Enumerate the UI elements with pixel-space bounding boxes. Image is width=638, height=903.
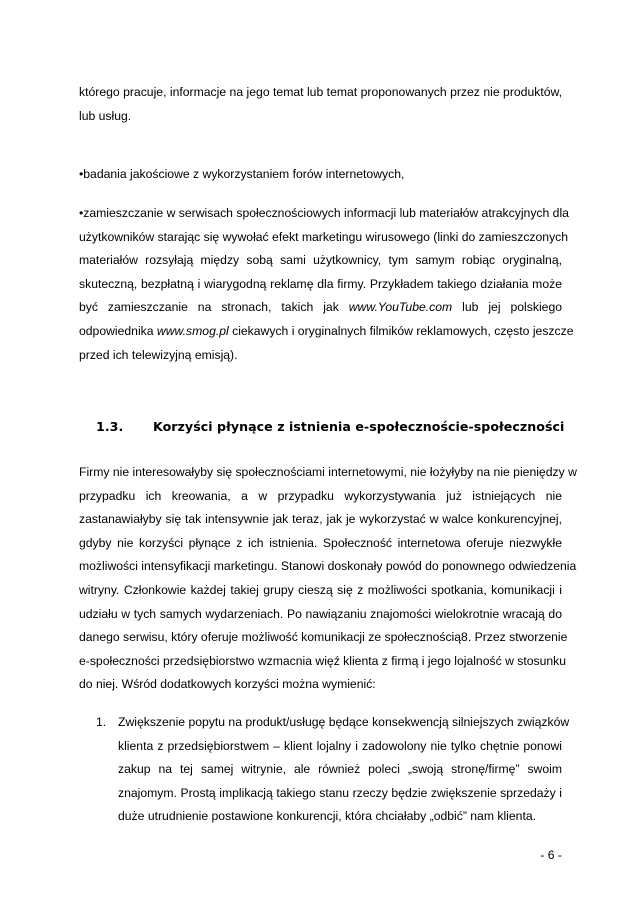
paragraph-benefits [79, 461, 577, 697]
text-line: klienta z przedsiębiorstwem – klient lojalny i zadowolony nie tylko chętnie ponowi [118, 738, 562, 753]
section-heading [96, 419, 566, 434]
text-line: witryny. Członkowie każdej takiej grupy cieszą się z możliwości spotkania, komunikacji i [79, 582, 562, 597]
bullet-item-social-media [79, 202, 574, 367]
paragraph-intro [79, 81, 562, 128]
text-line: udziału w tych samych wydarzeniach. Po nawiązaniu znajomości wielokrotnie wracają do [79, 606, 562, 621]
text-segment: ciekawych i oryginalnych filmików reklamowych, często jeszcze [228, 323, 574, 338]
text-line: skuteczną, bezpłatną i wiarygodną reklamę dla firmy. Przykładem takiego działania może [79, 276, 562, 291]
numbered-list-item-1 [96, 711, 570, 829]
text-line: materiałów rozsyłają między sobą sami użytkownicy, tym samym robiąc oryginalną, [79, 253, 562, 268]
youtube-link-text: www.YouTube.com [348, 300, 453, 315]
text-line: zakup na tej samej witrynie, ale również poleci „swoją stronę/firmę” swoim [118, 762, 562, 777]
text-line: przed ich telewizyjną emisją). [79, 347, 238, 362]
list-item-text [118, 711, 570, 829]
text-line: użytkowników starając się wywołać efekt marketingu wirusowego (linki do zamieszczonych [79, 229, 569, 244]
text-segment: lub jej polskiego [452, 300, 562, 315]
text-line: duże utrudnienie postawione konkurencji, która chciałaby „odbić” nam klienta. [118, 809, 536, 824]
section-number: 1.3. [96, 419, 124, 434]
bullet-icon: • [79, 167, 84, 181]
text-line: znajomym. Prostą implikacją takiego stanu rzeczy będzie zwiększenie sprzedaży i [118, 785, 562, 800]
page-number: - 6 - [540, 848, 562, 862]
list-number: 1. [96, 715, 107, 729]
text-line: do niej. Wśród dodatkowych korzyści można wymienić: [79, 677, 376, 692]
bullet-icon: • [79, 206, 84, 220]
section-title: Korzyści płynące z istnienia e-społecznoście-społeczności [153, 419, 565, 434]
text-segment: być zamieszczanie na stronach, takich jak [79, 300, 349, 315]
text-line: zastanawiałyby się tak intensywnie jak teraz, jak je wykorzystać w walce konkurencyjnej, [79, 512, 562, 527]
smog-link-text: www.smog.pl [156, 323, 229, 338]
text-segment: odpowiednika [79, 323, 157, 338]
text-line: gdyby nie korzyści płynące z ich istnienia. Społeczność internetowa oferuje niezwykłe [79, 535, 562, 550]
text-line: lub usług. [79, 108, 132, 123]
bullet-item-forums [79, 163, 562, 187]
text-line: przypadku ich kreowania, a w przypadku wykorzystywania już istniejących nie [79, 488, 562, 503]
text-line: możliwości intensyfikacji marketingu. Stanowi doskonały powód do ponownego odwiedzenia [79, 559, 577, 574]
text-line: e-społeczności przedsiębiorstwo wzmacnia więź klienta z firmą i jego lojalność w stosunku [79, 653, 567, 668]
text-line: którego pracuje, informacje na jego temat lub temat proponowanych przez nie produktów, [79, 85, 562, 99]
text-line: Zwiększenie popytu na produkt/usługę będące konsekwencją silniejszych związków [118, 715, 570, 729]
bullet-text: zamieszczanie w serwisach społecznościowych informacji lub materiałów atrakcyjnych dla [83, 206, 569, 220]
text-line: danego serwisu, który oferuje możliwość komunikacji ze społecznością8. Przez stworzenie [79, 630, 568, 645]
bullet-text: badania jakościowe z wykorzystaniem forów internetowych, [83, 167, 405, 181]
text-line: Firmy nie interesowałyby się społecznościami internetowymi, nie łożyłyby na nie pieniędzy w [79, 465, 577, 479]
